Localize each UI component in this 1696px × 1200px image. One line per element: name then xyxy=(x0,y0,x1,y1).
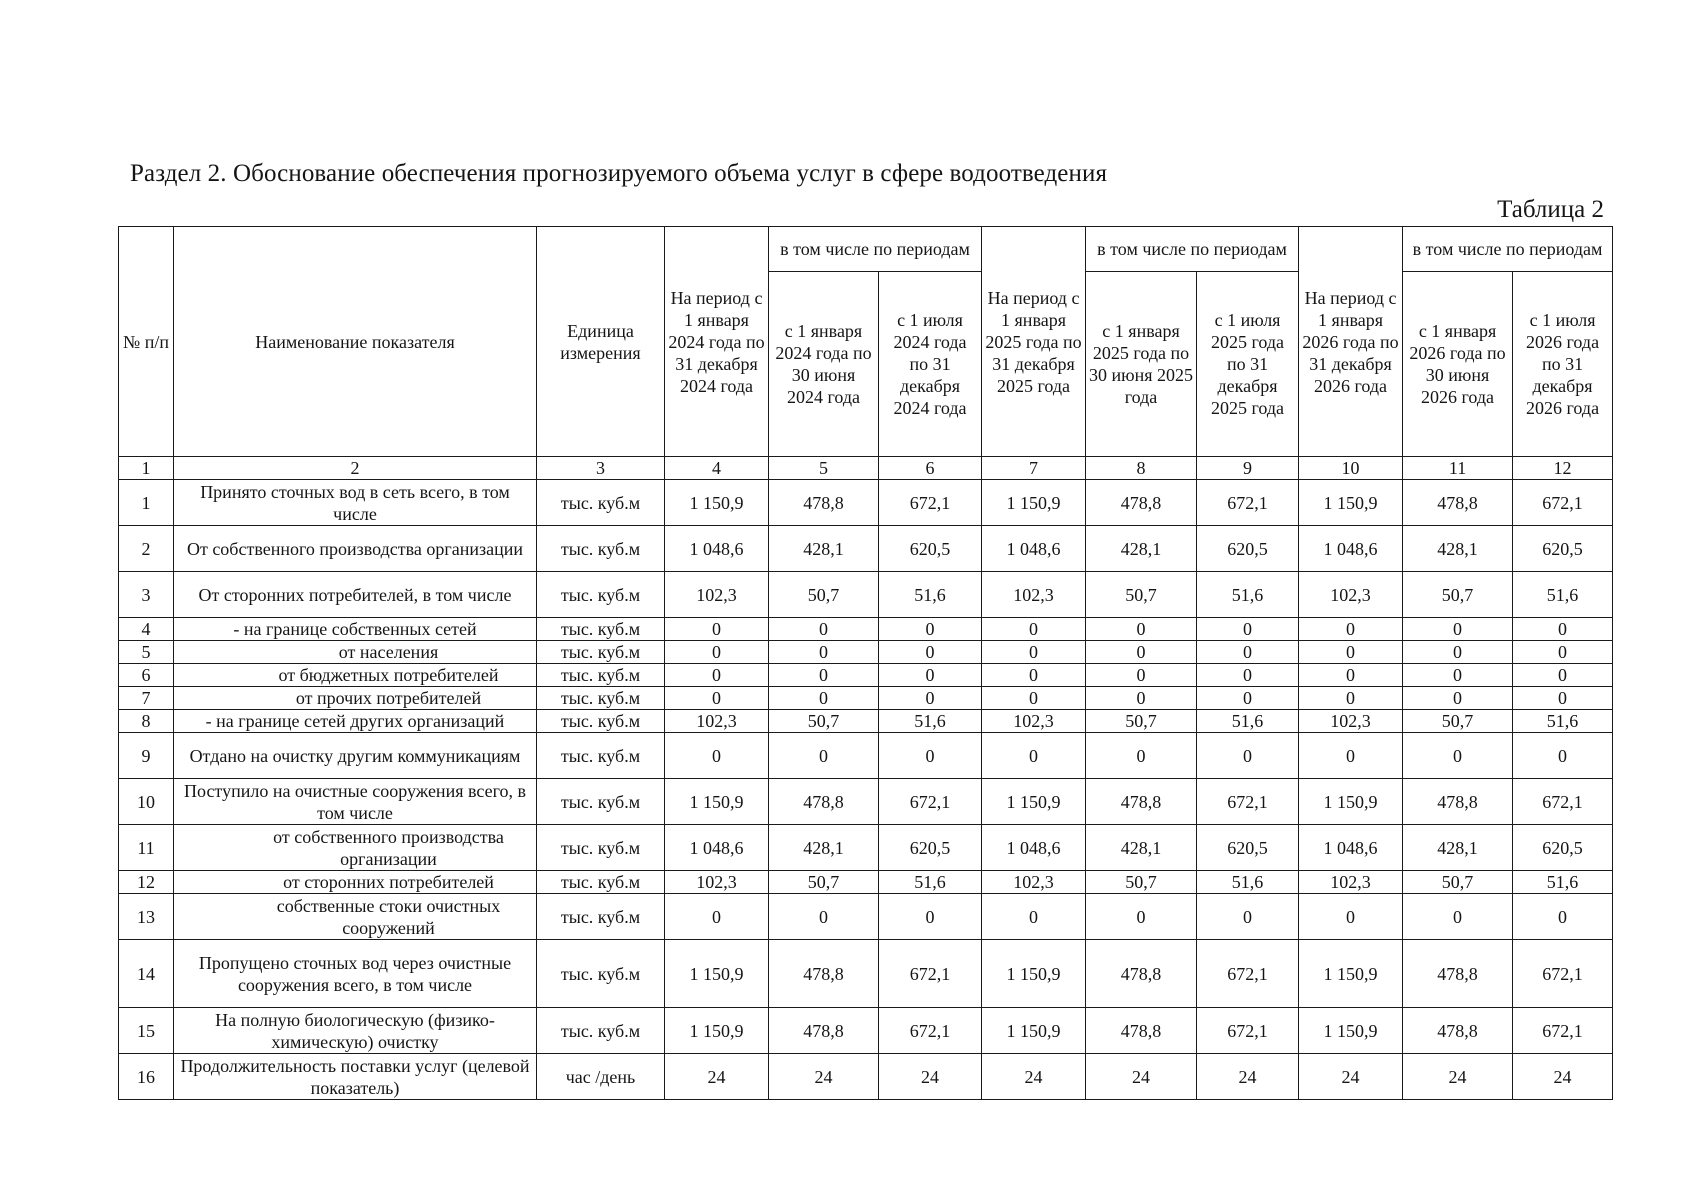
value-cell: 51,6 xyxy=(1197,710,1299,733)
column-number-row xyxy=(119,457,1613,480)
row-number: 9 xyxy=(119,733,174,779)
value-cell: 1 150,9 xyxy=(982,480,1086,526)
row-number: 16 xyxy=(119,1054,174,1100)
header-incl-2024: в том числе по периодам xyxy=(769,227,982,272)
column-number: 10 xyxy=(1299,457,1403,480)
indicator-name: Принято сточных вод в сеть всего, в том числе xyxy=(174,480,537,526)
header-incl-2026: в том числе по периодам xyxy=(1403,227,1613,272)
value-cell: 672,1 xyxy=(1197,779,1299,825)
value-cell: 102,3 xyxy=(982,871,1086,894)
value-cell: 672,1 xyxy=(1197,940,1299,1008)
value-cell: 0 xyxy=(1086,733,1197,779)
column-number: 8 xyxy=(1086,457,1197,480)
value-cell: 51,6 xyxy=(1197,572,1299,618)
value-cell: 51,6 xyxy=(879,710,982,733)
column-number: 5 xyxy=(769,457,879,480)
value-cell: 672,1 xyxy=(1513,779,1613,825)
value-cell: 1 150,9 xyxy=(665,480,769,526)
unit-cell: тыс. куб.м xyxy=(537,779,665,825)
value-cell: 1 150,9 xyxy=(1299,940,1403,1008)
value-cell: 0 xyxy=(1403,894,1513,940)
table-row xyxy=(119,871,1613,894)
value-cell: 478,8 xyxy=(1086,1008,1197,1054)
value-cell: 428,1 xyxy=(769,825,879,871)
table-row xyxy=(119,733,1613,779)
value-cell: 102,3 xyxy=(665,710,769,733)
value-cell: 0 xyxy=(1197,687,1299,710)
value-cell: 0 xyxy=(1086,641,1197,664)
value-cell: 1 048,6 xyxy=(1299,825,1403,871)
value-cell: 1 150,9 xyxy=(982,940,1086,1008)
unit-cell: час /день xyxy=(537,1054,665,1100)
header-unit: Единица измерения xyxy=(537,227,665,457)
table-row xyxy=(119,1008,1613,1054)
value-cell: 1 150,9 xyxy=(665,779,769,825)
value-cell: 0 xyxy=(982,687,1086,710)
value-cell: 0 xyxy=(879,641,982,664)
value-cell: 50,7 xyxy=(1086,710,1197,733)
value-cell: 51,6 xyxy=(879,572,982,618)
unit-cell: тыс. куб.м xyxy=(537,940,665,1008)
value-cell: 102,3 xyxy=(982,572,1086,618)
value-cell: 0 xyxy=(769,894,879,940)
header-period-2024: На период с 1 января 2024 года по 31 декабря 2024 года xyxy=(665,227,769,457)
value-cell: 620,5 xyxy=(879,825,982,871)
value-cell: 1 150,9 xyxy=(665,940,769,1008)
unit-cell: тыс. куб.м xyxy=(537,572,665,618)
unit-cell: тыс. куб.м xyxy=(537,1008,665,1054)
value-cell: 0 xyxy=(1299,894,1403,940)
unit-cell: тыс. куб.м xyxy=(537,526,665,572)
value-cell: 1 150,9 xyxy=(982,779,1086,825)
table-row xyxy=(119,710,1613,733)
table-row xyxy=(119,618,1613,641)
value-cell: 0 xyxy=(1299,664,1403,687)
value-cell: 672,1 xyxy=(879,480,982,526)
value-cell: 0 xyxy=(1086,894,1197,940)
value-cell: 1 150,9 xyxy=(1299,1008,1403,1054)
table-row xyxy=(119,480,1613,526)
value-cell: 0 xyxy=(1299,687,1403,710)
header-period-2026: На период с 1 января 2026 года по 31 декабря 2026 года xyxy=(1299,227,1403,457)
column-number: 11 xyxy=(1403,457,1513,480)
indicator-name: От собственного производства организации xyxy=(174,526,537,572)
value-cell: 0 xyxy=(1513,618,1613,641)
value-cell: 620,5 xyxy=(879,526,982,572)
value-cell: 0 xyxy=(665,664,769,687)
value-cell: 0 xyxy=(769,641,879,664)
value-cell: 0 xyxy=(769,733,879,779)
indicator-name: собственные стоки очистных сооружений xyxy=(174,894,537,940)
value-cell: 0 xyxy=(1197,618,1299,641)
value-cell: 428,1 xyxy=(1086,526,1197,572)
unit-cell: тыс. куб.м xyxy=(537,618,665,641)
value-cell: 51,6 xyxy=(1513,871,1613,894)
value-cell: 24 xyxy=(1086,1054,1197,1100)
indicator-name: Пропущено сточных вод через очистные сооружения всего, в том числе xyxy=(174,940,537,1008)
value-cell: 1 150,9 xyxy=(665,1008,769,1054)
value-cell: 0 xyxy=(1403,618,1513,641)
value-cell: 0 xyxy=(665,894,769,940)
table-row xyxy=(119,825,1613,871)
value-cell: 0 xyxy=(769,664,879,687)
indicator-name: - на границе сетей других организаций xyxy=(174,710,537,733)
value-cell: 0 xyxy=(769,687,879,710)
value-cell: 0 xyxy=(1403,664,1513,687)
value-cell: 0 xyxy=(1513,687,1613,710)
value-cell: 0 xyxy=(1197,641,1299,664)
water-disposal-table xyxy=(118,226,1613,1100)
indicator-name: Продолжительность поставки услуг (целевой показатель) xyxy=(174,1054,537,1100)
value-cell: 0 xyxy=(769,618,879,641)
value-cell: 24 xyxy=(1299,1054,1403,1100)
indicator-name: от прочих потребителей xyxy=(174,687,537,710)
column-number: 9 xyxy=(1197,457,1299,480)
header-h2-2026: с 1 июля 2026 года по 31 декабря 2026 года xyxy=(1513,272,1613,457)
value-cell: 0 xyxy=(1197,894,1299,940)
value-cell: 0 xyxy=(665,687,769,710)
table-row xyxy=(119,526,1613,572)
value-cell: 50,7 xyxy=(1086,871,1197,894)
row-number: 15 xyxy=(119,1008,174,1054)
value-cell: 102,3 xyxy=(982,710,1086,733)
header-num: № п/п xyxy=(119,227,174,457)
table-row xyxy=(119,664,1613,687)
indicator-name: На полную биологическую (физико-химическую) очистку xyxy=(174,1008,537,1054)
value-cell: 0 xyxy=(982,641,1086,664)
value-cell: 478,8 xyxy=(1403,1008,1513,1054)
unit-cell: тыс. куб.м xyxy=(537,687,665,710)
column-number: 7 xyxy=(982,457,1086,480)
value-cell: 51,6 xyxy=(1513,710,1613,733)
value-cell: 1 048,6 xyxy=(982,825,1086,871)
table-row xyxy=(119,1054,1613,1100)
value-cell: 0 xyxy=(1299,641,1403,664)
indicator-name: Отдано на очистку другим коммуникациям xyxy=(174,733,537,779)
value-cell: 51,6 xyxy=(1513,572,1613,618)
value-cell: 50,7 xyxy=(1403,572,1513,618)
value-cell: 672,1 xyxy=(1197,1008,1299,1054)
header-period-2025: На период с 1 января 2025 года по 31 декабря 2025 года xyxy=(982,227,1086,457)
value-cell: 0 xyxy=(665,618,769,641)
unit-cell: тыс. куб.м xyxy=(537,480,665,526)
value-cell: 24 xyxy=(879,1054,982,1100)
value-cell: 0 xyxy=(982,894,1086,940)
value-cell: 478,8 xyxy=(1086,940,1197,1008)
value-cell: 0 xyxy=(1299,618,1403,641)
header-h1-2024: с 1 января 2024 года по 30 июня 2024 года xyxy=(769,272,879,457)
value-cell: 478,8 xyxy=(1403,940,1513,1008)
header-h1-2025: с 1 января 2025 года по 30 июня 2025 года xyxy=(1086,272,1197,457)
value-cell: 0 xyxy=(1403,733,1513,779)
value-cell: 620,5 xyxy=(1197,526,1299,572)
value-cell: 0 xyxy=(1513,641,1613,664)
row-number: 3 xyxy=(119,572,174,618)
row-number: 5 xyxy=(119,641,174,664)
header-h1-2026: с 1 января 2026 года по 30 июня 2026 года xyxy=(1403,272,1513,457)
value-cell: 50,7 xyxy=(1086,572,1197,618)
value-cell: 672,1 xyxy=(1197,480,1299,526)
value-cell: 0 xyxy=(1513,733,1613,779)
value-cell: 0 xyxy=(1299,733,1403,779)
column-number: 1 xyxy=(119,457,174,480)
value-cell: 24 xyxy=(1403,1054,1513,1100)
value-cell: 0 xyxy=(982,664,1086,687)
value-cell: 0 xyxy=(879,664,982,687)
value-cell: 0 xyxy=(1513,664,1613,687)
value-cell: 0 xyxy=(879,687,982,710)
value-cell: 478,8 xyxy=(1403,779,1513,825)
value-cell: 0 xyxy=(879,733,982,779)
value-cell: 0 xyxy=(1197,733,1299,779)
table-row xyxy=(119,894,1613,940)
value-cell: 0 xyxy=(982,618,1086,641)
header-h2-2024: с 1 июля 2024 года по 31 декабря 2024 года xyxy=(879,272,982,457)
unit-cell: тыс. куб.м xyxy=(537,664,665,687)
value-cell: 478,8 xyxy=(769,1008,879,1054)
indicator-name: Поступило на очистные сооружения всего, в том числе xyxy=(174,779,537,825)
value-cell: 102,3 xyxy=(1299,572,1403,618)
value-cell: 0 xyxy=(879,618,982,641)
column-number: 2 xyxy=(174,457,537,480)
value-cell: 0 xyxy=(1086,618,1197,641)
value-cell: 1 048,6 xyxy=(665,526,769,572)
header-name: Наименование показателя xyxy=(174,227,537,457)
value-cell: 428,1 xyxy=(1403,825,1513,871)
value-cell: 428,1 xyxy=(1086,825,1197,871)
value-cell: 672,1 xyxy=(1513,480,1613,526)
column-number: 12 xyxy=(1513,457,1613,480)
value-cell: 0 xyxy=(1086,687,1197,710)
table-label: Таблица 2 xyxy=(1497,196,1604,223)
value-cell: 478,8 xyxy=(769,480,879,526)
value-cell: 428,1 xyxy=(1403,526,1513,572)
value-cell: 1 048,6 xyxy=(982,526,1086,572)
value-cell: 1 048,6 xyxy=(1299,526,1403,572)
value-cell: 102,3 xyxy=(665,572,769,618)
section-heading: Раздел 2. Обоснование обеспечения прогнозируемого объема услуг в сфере водоотведения xyxy=(130,160,1108,187)
table-row xyxy=(119,940,1613,1008)
value-cell: 24 xyxy=(1197,1054,1299,1100)
value-cell: 50,7 xyxy=(1403,710,1513,733)
value-cell: 51,6 xyxy=(1197,871,1299,894)
value-cell: 478,8 xyxy=(1086,480,1197,526)
row-number: 12 xyxy=(119,871,174,894)
column-number: 3 xyxy=(537,457,665,480)
value-cell: 672,1 xyxy=(879,940,982,1008)
value-cell: 50,7 xyxy=(769,871,879,894)
value-cell: 102,3 xyxy=(1299,710,1403,733)
value-cell: 672,1 xyxy=(879,779,982,825)
value-cell: 672,1 xyxy=(1513,940,1613,1008)
row-number: 2 xyxy=(119,526,174,572)
header-incl-2025: в том числе по периодам xyxy=(1086,227,1299,272)
value-cell: 0 xyxy=(1403,687,1513,710)
value-cell: 1 150,9 xyxy=(1299,779,1403,825)
value-cell: 24 xyxy=(769,1054,879,1100)
value-cell: 102,3 xyxy=(1299,871,1403,894)
value-cell: 0 xyxy=(1086,664,1197,687)
value-cell: 478,8 xyxy=(769,940,879,1008)
unit-cell: тыс. куб.м xyxy=(537,825,665,871)
value-cell: 24 xyxy=(665,1054,769,1100)
value-cell: 672,1 xyxy=(1513,1008,1613,1054)
row-number: 1 xyxy=(119,480,174,526)
value-cell: 0 xyxy=(665,733,769,779)
value-cell: 620,5 xyxy=(1513,526,1613,572)
row-number: 8 xyxy=(119,710,174,733)
value-cell: 0 xyxy=(1513,894,1613,940)
row-number: 11 xyxy=(119,825,174,871)
unit-cell: тыс. куб.м xyxy=(537,641,665,664)
column-number: 4 xyxy=(665,457,769,480)
value-cell: 50,7 xyxy=(1403,871,1513,894)
value-cell: 0 xyxy=(1197,664,1299,687)
row-number: 6 xyxy=(119,664,174,687)
value-cell: 0 xyxy=(1403,641,1513,664)
value-cell: 478,8 xyxy=(1086,779,1197,825)
header-row-1 xyxy=(119,227,1613,272)
value-cell: 0 xyxy=(665,641,769,664)
value-cell: 50,7 xyxy=(769,572,879,618)
indicator-name: От сторонних потребителей, в том числе xyxy=(174,572,537,618)
value-cell: 0 xyxy=(879,894,982,940)
unit-cell: тыс. куб.м xyxy=(537,710,665,733)
value-cell: 1 048,6 xyxy=(665,825,769,871)
value-cell: 0 xyxy=(982,733,1086,779)
value-cell: 1 150,9 xyxy=(1299,480,1403,526)
indicator-name: от сторонних потребителей xyxy=(174,871,537,894)
indicator-name: от населения xyxy=(174,641,537,664)
value-cell: 24 xyxy=(982,1054,1086,1100)
indicator-name: - на границе собственных сетей xyxy=(174,618,537,641)
unit-cell: тыс. куб.м xyxy=(537,733,665,779)
row-number: 10 xyxy=(119,779,174,825)
row-number: 4 xyxy=(119,618,174,641)
value-cell: 24 xyxy=(1513,1054,1613,1100)
table-row xyxy=(119,687,1613,710)
row-number: 7 xyxy=(119,687,174,710)
value-cell: 50,7 xyxy=(769,710,879,733)
unit-cell: тыс. куб.м xyxy=(537,871,665,894)
indicator-name: от бюджетных потребителей xyxy=(174,664,537,687)
column-number: 6 xyxy=(879,457,982,480)
table-row xyxy=(119,779,1613,825)
value-cell: 478,8 xyxy=(1403,480,1513,526)
table-row xyxy=(119,572,1613,618)
header-h2-2025: с 1 июля 2025 года по 31 декабря 2025 года xyxy=(1197,272,1299,457)
value-cell: 478,8 xyxy=(769,779,879,825)
value-cell: 620,5 xyxy=(1197,825,1299,871)
value-cell: 672,1 xyxy=(879,1008,982,1054)
table-row xyxy=(119,641,1613,664)
indicator-name: от собственного производства организации xyxy=(174,825,537,871)
unit-cell: тыс. куб.м xyxy=(537,894,665,940)
value-cell: 428,1 xyxy=(769,526,879,572)
value-cell: 51,6 xyxy=(879,871,982,894)
value-cell: 1 150,9 xyxy=(982,1008,1086,1054)
row-number: 14 xyxy=(119,940,174,1008)
value-cell: 620,5 xyxy=(1513,825,1613,871)
value-cell: 102,3 xyxy=(665,871,769,894)
row-number: 13 xyxy=(119,894,174,940)
